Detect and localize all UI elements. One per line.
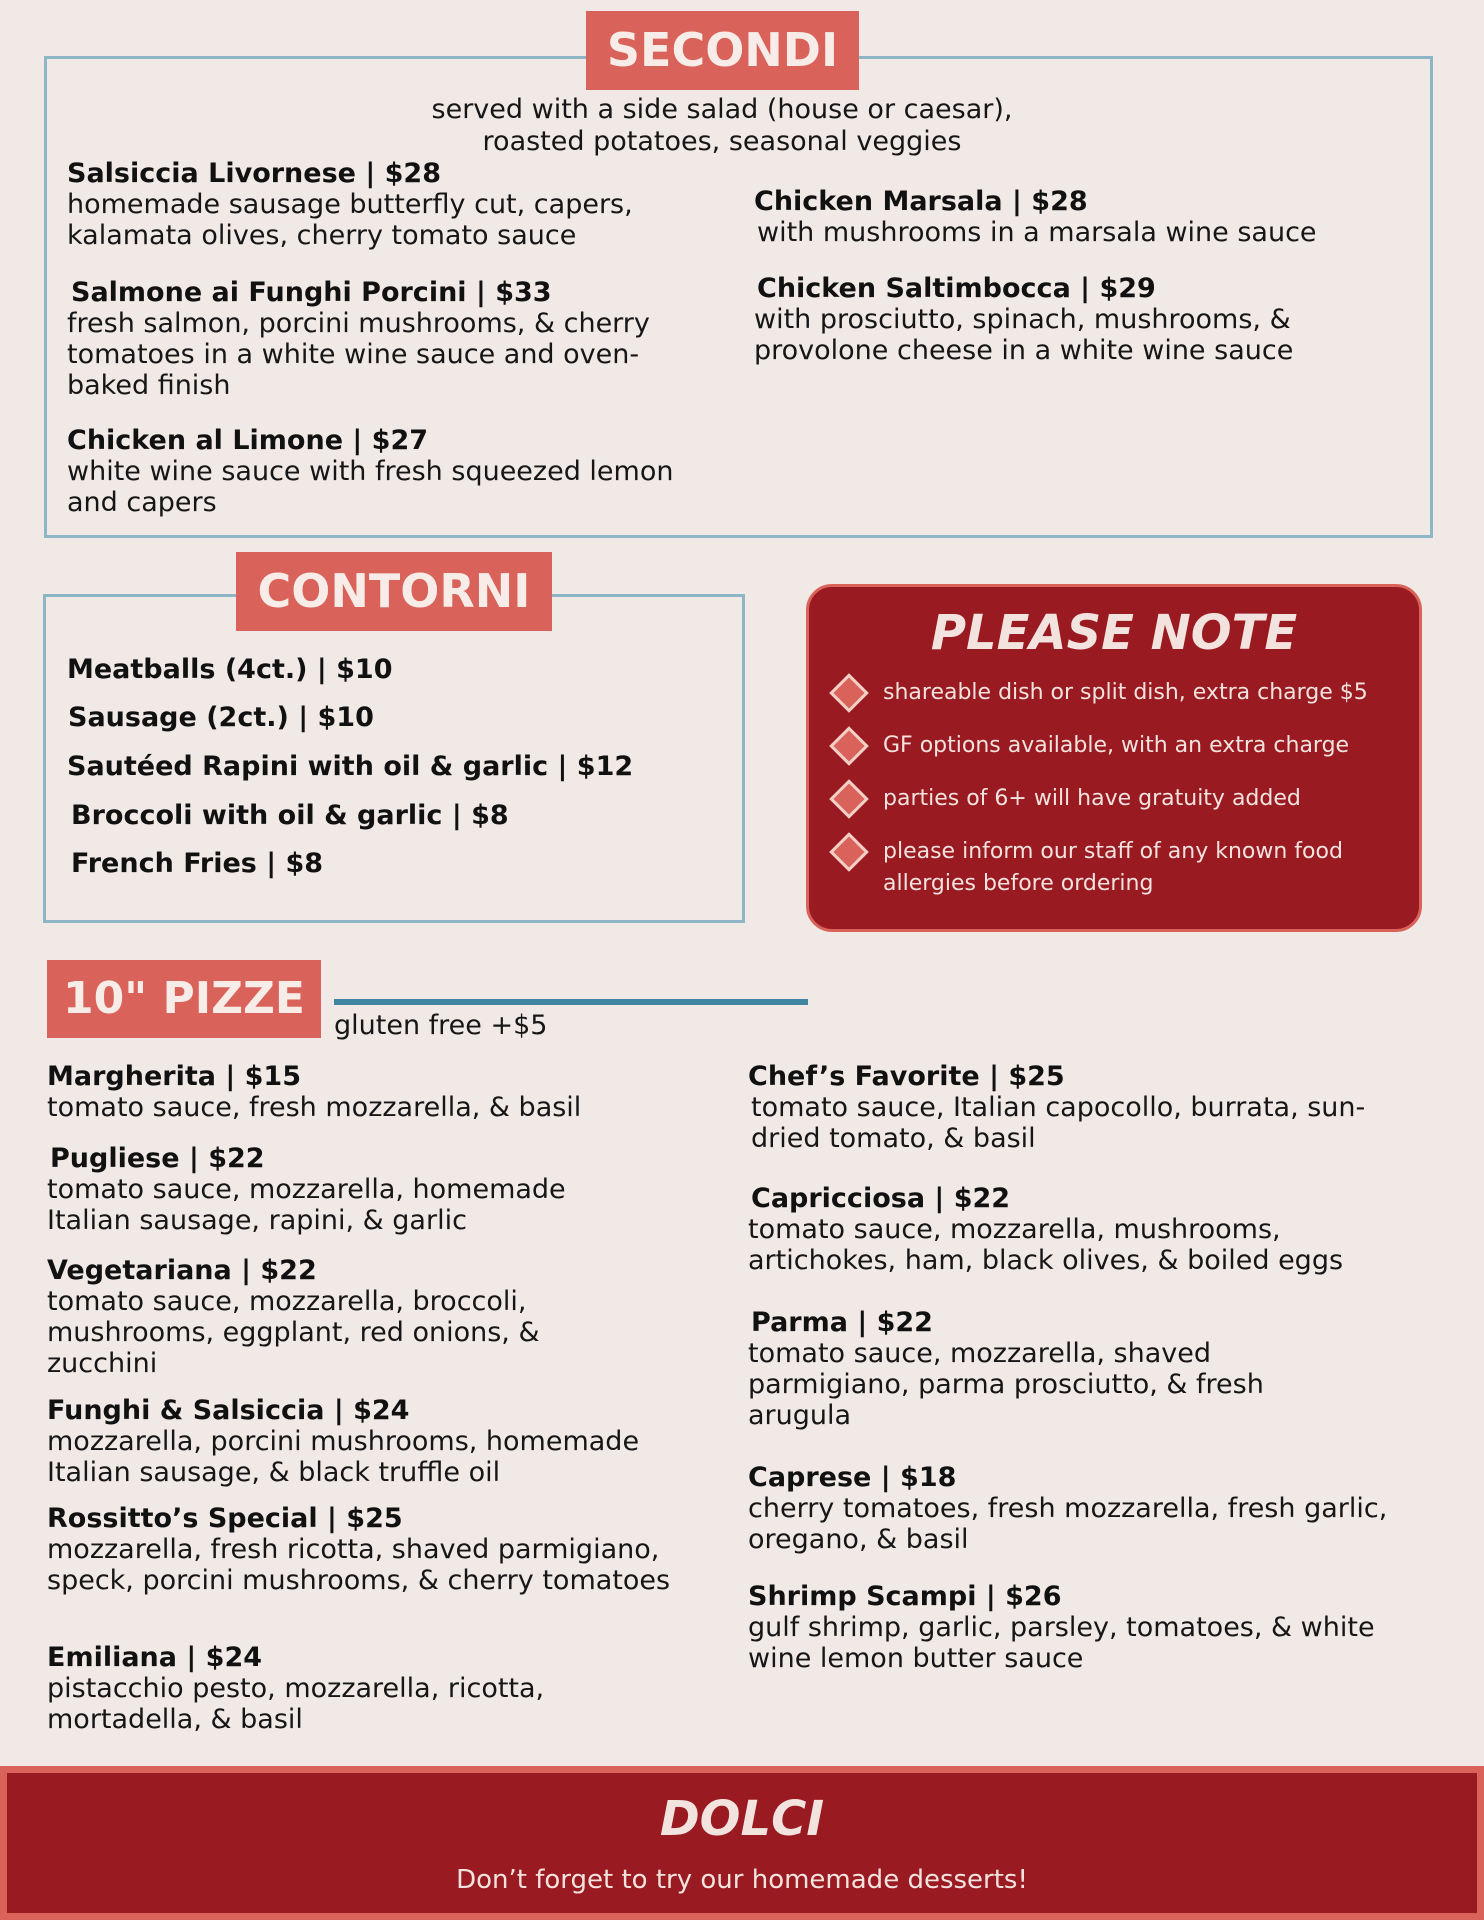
item-desc: fresh salmon, porcini mushrooms, & cherry tomatoes in a white wine sauce and oven-baked finish [67, 308, 650, 401]
item-name: Shrimp Scampi | $26 [748, 1581, 1062, 1612]
item-name: Chicken Saltimbocca | $29 [757, 273, 1156, 304]
item-name: Capricciosa | $22 [751, 1183, 1011, 1214]
pizza-item-chefs-favorite [748, 1062, 1368, 1154]
item-desc: mozzarella, porcini mushrooms, homemade Italian sausage, & black truffle oil [47, 1426, 640, 1488]
item-name: Rossitto’s Special | $25 [47, 1503, 403, 1534]
item-name: Chicken al Limone | $27 [67, 425, 429, 456]
pizza-item-funghi-salsiccia [47, 1396, 707, 1488]
dolci-subtitle: Don’t forget to try our homemade desserts! [456, 1865, 1028, 1895]
secondi-subtitle-line2: roasted potatoes, seasonal veggies [482, 126, 962, 157]
dolci-banner [0, 1766, 1484, 1920]
please-note-title: PLEASE NOTE [930, 605, 1298, 661]
note-text: shareable dish or split dish, extra charge $5 [883, 680, 1368, 705]
pizza-item-vegetariana [47, 1256, 607, 1379]
item-desc: tomato sauce, mozzarella, shaved parmigiano, parma prosciutto, & fresh arugula [748, 1338, 1264, 1431]
item-name: Emiliana | $24 [47, 1642, 263, 1673]
item-name: Funghi & Salsiccia | $24 [47, 1395, 410, 1426]
secondi-item-salsiccia [67, 159, 707, 251]
item-desc: tomato sauce, mozzarella, broccoli, mushrooms, eggplant, red onions, & zucchini [47, 1286, 540, 1379]
gluten-free-note: gluten free +$5 [334, 1010, 548, 1041]
diamond-bullet-icon [829, 673, 869, 713]
item-desc: white wine sauce with fresh squeezed lemon and capers [67, 456, 674, 518]
contorni-item: French Fries | $8 [71, 848, 324, 879]
secondi-title: SECONDI [586, 11, 859, 90]
note-text: please inform our staff of any known food allergies before ordering [883, 839, 1343, 896]
diamond-bullet-icon [829, 779, 869, 819]
item-desc: with prosciutto, spinach, mushrooms, & provolone cheese in a white wine sauce [754, 304, 1294, 366]
item-desc: tomato sauce, fresh mozzarella, & basil [47, 1092, 582, 1123]
contorni-item: Meatballs (4ct.) | $10 [67, 654, 393, 685]
item-name: Caprese | $18 [748, 1462, 957, 1493]
contorni-item: Sautéed Rapini with oil & garlic | $12 [67, 751, 634, 782]
pizza-item-margherita [47, 1062, 687, 1123]
item-desc: homemade sausage butterfly cut, capers, kalamata olives, cherry tomato sauce [67, 189, 633, 251]
item-name: Vegetariana | $22 [47, 1255, 317, 1286]
divider-line [334, 999, 808, 1005]
diamond-bullet-icon [829, 726, 869, 766]
item-desc: mozzarella, fresh ricotta, shaved parmigiano, speck, porcini mushrooms, & cherry tomatoes [47, 1534, 671, 1596]
item-desc: pistacchio pesto, mozzarella, ricotta, mortadella, & basil [47, 1673, 545, 1735]
pizza-item-rossitto-special [47, 1504, 717, 1596]
pizza-item-pugliese [47, 1144, 647, 1236]
pizza-item-caprese [748, 1463, 1388, 1555]
pizza-item-shrimp-scampi [748, 1582, 1388, 1674]
item-name: Chef’s Favorite | $25 [748, 1061, 1065, 1092]
item-desc: tomato sauce, mozzarella, mushrooms, artichokes, ham, black olives, & boiled eggs [748, 1214, 1344, 1276]
contorni-item: Broccoli with oil & garlic | $8 [71, 800, 509, 831]
contorni-title: CONTORNI [236, 552, 552, 631]
dolci-title: DOLCI [659, 1791, 825, 1847]
secondi-item-limone [67, 426, 677, 518]
item-desc: with mushrooms in a marsala wine sauce [757, 217, 1317, 248]
secondi-item-marsala [754, 187, 1414, 248]
please-note-box [806, 584, 1422, 932]
item-name: Pugliese | $22 [50, 1143, 265, 1174]
item-name: Chicken Marsala | $28 [754, 186, 1088, 217]
item-desc: tomato sauce, mozzarella, homemade Italian sausage, rapini, & garlic [47, 1174, 566, 1236]
pizza-item-parma [748, 1308, 1348, 1431]
secondi-subtitle-line1: served with a side salad (house or caesar), [431, 94, 1013, 125]
item-name: Salsiccia Livornese | $28 [67, 158, 441, 189]
diamond-bullet-icon [829, 832, 869, 872]
note-text: GF options available, with an extra charge [883, 733, 1350, 758]
item-desc: tomato sauce, Italian capocollo, burrata, sun-dried tomato, & basil [751, 1092, 1366, 1154]
contorni-item: Sausage (2ct.) | $10 [68, 702, 374, 733]
item-desc: cherry tomatoes, fresh mozzarella, fresh garlic, oregano, & basil [748, 1493, 1388, 1555]
item-name: Margherita | $15 [47, 1061, 301, 1092]
secondi-item-saltimbocca [754, 274, 1374, 366]
pizza-item-capricciosa [748, 1184, 1428, 1276]
pizza-item-emiliana [47, 1643, 607, 1735]
secondi-item-salmone [67, 278, 717, 401]
note-text: parties of 6+ will have gratuity added [883, 786, 1301, 811]
item-name: Parma | $22 [751, 1307, 933, 1338]
item-name: Salmone ai Funghi Porcini | $33 [71, 277, 552, 308]
item-desc: gulf shrimp, garlic, parsley, tomatoes, & white wine lemon butter sauce [748, 1612, 1375, 1674]
pizze-title: 10" PIZZE [47, 960, 321, 1038]
